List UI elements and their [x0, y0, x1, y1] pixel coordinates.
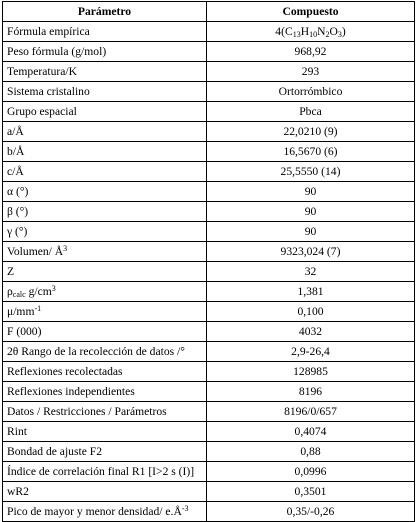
table-row	[3, 22, 415, 42]
row-label: α (°)	[3, 182, 207, 202]
row-value-volume: 9323,024 (7)	[207, 242, 415, 262]
row-value: 25,5550 (14)	[207, 162, 415, 182]
table-row	[3, 42, 415, 62]
row-label: 2θ Rango de la recolección de datos /°	[3, 342, 207, 362]
table-row	[3, 322, 415, 342]
table-row	[3, 182, 415, 202]
header-parameter: Parámetro	[3, 2, 207, 22]
table-row	[3, 382, 415, 402]
table-row	[3, 62, 415, 82]
row-value: 22,0210 (9)	[207, 122, 415, 142]
row-value: 4032	[207, 322, 415, 342]
row-label-peak-density: Pico de mayor y menor densidad/ $e.Å^{-3}$	[3, 502, 207, 522]
row-value: 0,0996	[207, 462, 415, 482]
table-row	[3, 502, 415, 522]
row-value: 90	[207, 202, 415, 222]
row-label: Datos / Restricciones / Parámetros	[3, 402, 207, 422]
row-label: a/Å	[3, 122, 207, 142]
table-row	[3, 102, 415, 122]
row-label: c/Å	[3, 162, 207, 182]
row-label-formula: Fórmula empírica	[3, 22, 207, 42]
table-row	[3, 122, 415, 142]
table-row	[3, 82, 415, 102]
row-value-z: 32	[207, 262, 415, 282]
row-value-density: 1,381	[207, 282, 415, 302]
table-row	[3, 162, 415, 182]
row-label-z: Z	[3, 262, 207, 282]
table-row	[3, 262, 415, 282]
table-row	[3, 442, 415, 462]
row-label: β (°)	[3, 202, 207, 222]
row-label: Reflexiones independientes	[3, 382, 207, 402]
row-value: 2,9-26,4	[207, 342, 415, 362]
row-label-mu: $\mu/mm^{-1}$	[3, 302, 207, 322]
row-value: 90	[207, 182, 415, 202]
row-label-density: $\rho_{calc}$ $g/cm^3$	[3, 282, 207, 302]
row-label: Grupo espacial	[3, 102, 207, 122]
row-value-mu: 0,100	[207, 302, 415, 322]
table-row	[3, 222, 415, 242]
table-row	[3, 282, 415, 302]
row-value: 8196/0/657	[207, 402, 415, 422]
row-value: 293	[207, 62, 415, 82]
row-value: 968,92	[207, 42, 415, 62]
row-value: 128985	[207, 362, 415, 382]
table-row	[3, 302, 415, 322]
row-label: Índice de correlación final R1 [I>2 s (I)]	[3, 462, 207, 482]
row-label: b/Å	[3, 142, 207, 162]
row-label: Peso fórmula (g/mol)	[3, 42, 207, 62]
table-row	[3, 342, 415, 362]
row-value: Ortorrómbico	[207, 82, 415, 102]
row-label: wR2	[3, 482, 207, 502]
row-value: 16,5670 (6)	[207, 142, 415, 162]
row-label-volume: Volumen/ $Å^3$	[3, 242, 207, 262]
table-row	[3, 362, 415, 382]
row-value: 8196	[207, 382, 415, 402]
row-label: Rint	[3, 422, 207, 442]
row-label: γ (°)	[3, 222, 207, 242]
header-compound: Compuesto	[207, 2, 415, 22]
row-label: Temperatura/K	[3, 62, 207, 82]
crystal-data-table	[2, 1, 415, 522]
row-value: 0,4074	[207, 422, 415, 442]
table-row	[3, 422, 415, 442]
row-value: 0,88	[207, 442, 415, 462]
table-row	[3, 462, 415, 482]
table-row	[3, 482, 415, 502]
row-label: Bondad de ajuste F2	[3, 442, 207, 462]
row-label: Sistema cristalino	[3, 82, 207, 102]
row-value-formula: $4(C_{13}H_{10}N_2O_3)$	[207, 22, 415, 42]
row-value: 90	[207, 222, 415, 242]
table-row	[3, 242, 415, 262]
row-value: 0,3501	[207, 482, 415, 502]
row-value: Pbca	[207, 102, 415, 122]
row-label: F (000)	[3, 322, 207, 342]
table-row	[3, 402, 415, 422]
table-row	[3, 142, 415, 162]
table-header-row	[3, 2, 415, 22]
row-label: Reflexiones recolectadas	[3, 362, 207, 382]
row-value-peak-density: 0,35/-0,26	[207, 502, 415, 522]
table-row	[3, 202, 415, 222]
